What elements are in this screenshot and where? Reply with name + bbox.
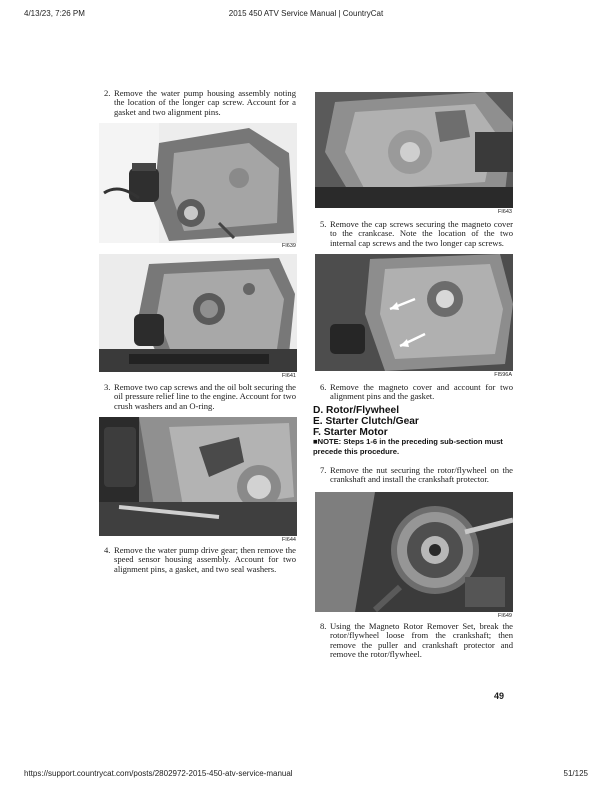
step-text: Remove the water pump housing assembly noting the location of the longer cap screw. Account for a gasket and two alignment pins. <box>114 88 296 117</box>
engine-photo-water-pump <box>99 123 297 243</box>
step-4 <box>104 546 296 574</box>
print-datetime: 4/13/23, 7:26 PM <box>24 9 85 18</box>
step-text: Remove the nut securing the rotor/flywheel on the crankshaft and install the crankshaft protector. <box>330 465 513 485</box>
figure-caption: FI643 <box>497 209 512 215</box>
step-text: Remove the water pump drive gear; then remove the speed sensor housing assembly. Account for two alignment pins, a gasket, and two seal washers. <box>114 545 296 574</box>
step-number: 7. <box>320 465 327 475</box>
section-heading-e: E. Starter Clutch/Gear <box>313 416 419 427</box>
page-counter: 51/125 <box>563 769 588 778</box>
step-text: Using the Magneto Rotor Remover Set, break the rotor/flywheel loose from the crankshaft; then remove the puller and crankshaft protector and remove the rotor/flywheel. <box>330 621 513 660</box>
figure-caption: FI639 <box>281 243 296 249</box>
section-heading-d: D. Rotor/Flywheel <box>313 405 400 416</box>
step-8 <box>320 622 513 660</box>
engine-photo-magneto-screws <box>315 254 513 371</box>
section-heading-f: F. Starter Motor <box>313 427 388 438</box>
step-2 <box>104 89 296 117</box>
step-text: Remove the cap screws securing the magneto cover to the crankcase. Note the location of the two internal cap screws and the two longer cap screws. <box>330 219 513 248</box>
step-number: 3. <box>104 382 111 392</box>
figure-caption: FI649 <box>497 613 512 619</box>
page-url: https://support.countrycat.com/posts/2802972-2015-450-atv-service-manual <box>24 769 293 778</box>
step-text: Remove two cap screws and the oil bolt securing the oil pressure relief line to the engine. Account for two crush washers and an O-ring. <box>114 382 296 411</box>
step-5 <box>320 220 513 248</box>
engine-photo-magneto-cover <box>315 92 513 208</box>
step-number: 4. <box>104 545 111 555</box>
figure-caption: FI596A <box>494 372 512 378</box>
step-number: 5. <box>320 219 327 229</box>
engine-photo-rotor-flywheel <box>315 492 513 612</box>
step-3 <box>104 383 296 411</box>
step-number: 8. <box>320 621 327 631</box>
engine-photo-drive-gear <box>99 417 297 536</box>
step-6 <box>320 383 513 402</box>
step-7 <box>320 466 513 485</box>
procedure-note: ■NOTE: Steps 1-6 in the preceding sub-section must precede this procedure. <box>313 437 503 456</box>
page-number: 49 <box>494 691 505 701</box>
figure-caption: FI644 <box>281 537 296 543</box>
engine-photo-oil-line <box>99 254 297 372</box>
page-title: 2015 450 ATV Service Manual | CountryCat <box>228 9 384 18</box>
step-number: 2. <box>104 88 111 98</box>
figure-caption: FI641 <box>281 373 296 379</box>
step-number: 6. <box>320 382 327 392</box>
step-text: Remove the magneto cover and account for two alignment pins and the gasket. <box>330 382 513 402</box>
